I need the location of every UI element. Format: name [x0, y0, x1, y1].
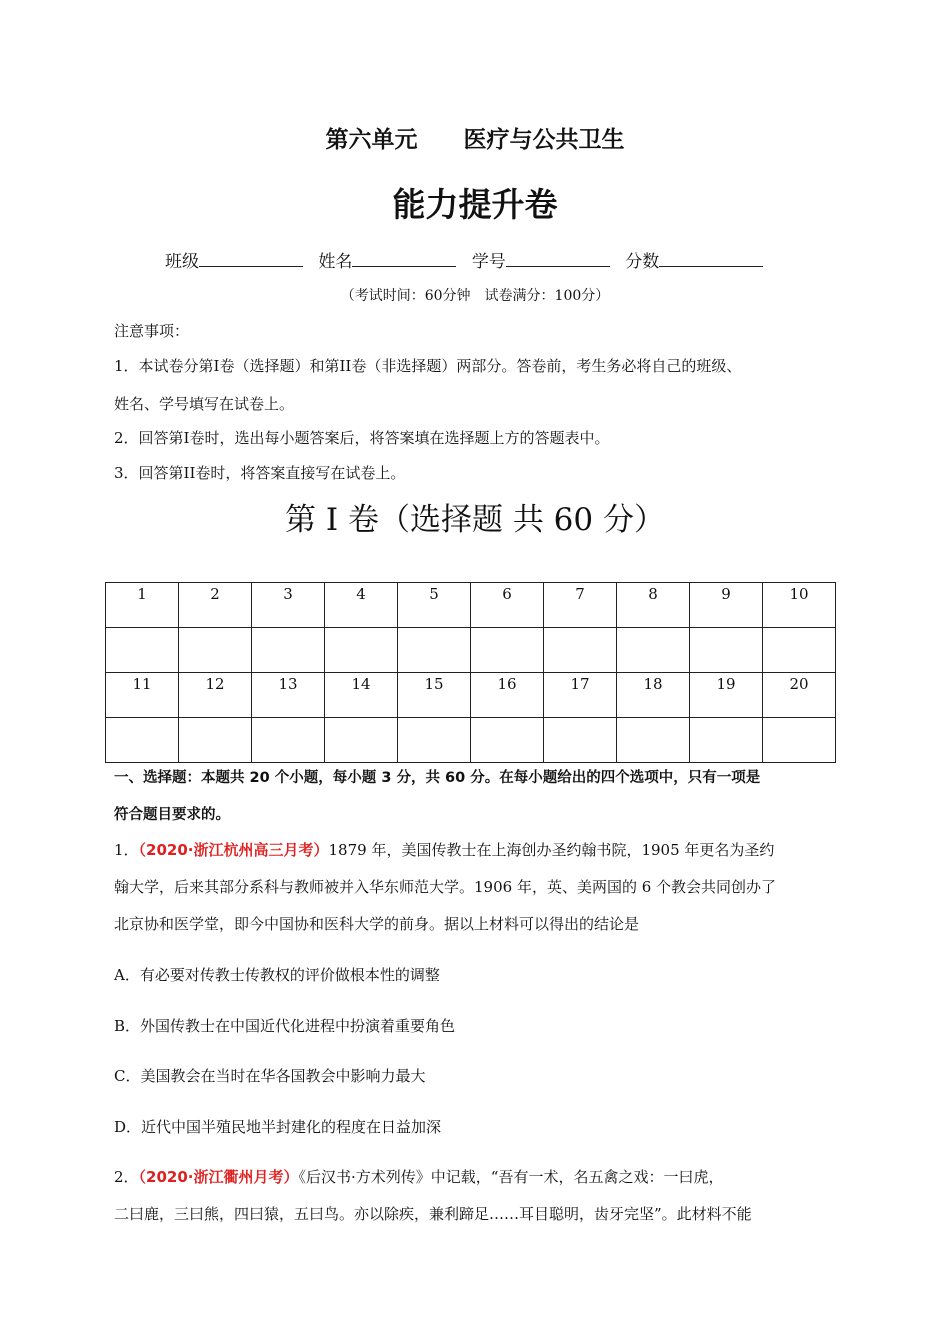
question-number: 1．: [114, 841, 139, 859]
answer-cell[interactable]: [544, 718, 617, 763]
question-number: 2．: [114, 1168, 139, 1186]
note-line: 3．回答第II卷时，将答案直接写在试卷上。: [114, 464, 406, 482]
question-text: 二曰鹿，三曰熊，四曰猿，五曰鸟。亦以除疾，兼利蹄足……耳目聪明，齿牙完坚”。此材料不能: [114, 1205, 752, 1223]
exam-info: （考试时间：60分钟 试卷满分：100分）: [340, 288, 610, 304]
question-number-cell: 5: [398, 583, 471, 628]
answer-cell[interactable]: [690, 628, 763, 673]
question-number-cell: 13: [252, 673, 325, 718]
note-line: 1．本试卷分第I卷（选择题）和第II卷（非选择题）两部分。答卷前，考生务必将自己的班级、: [114, 357, 742, 375]
answer-cell[interactable]: [325, 718, 398, 763]
answer-cell[interactable]: [179, 628, 252, 673]
answer-cell[interactable]: [617, 718, 690, 763]
class-label: 班级: [165, 252, 199, 272]
question-number-cell: 12: [179, 673, 252, 718]
answer-cell[interactable]: [763, 628, 836, 673]
question-2: [114, 1166, 723, 1188]
question-number-cell: 7: [544, 583, 617, 628]
student-info-fields: [165, 250, 773, 273]
option-d: D．近代中国半殖民地半封建化的程度在日益加深: [114, 1118, 442, 1136]
answer-cell[interactable]: [106, 718, 179, 763]
student-id-field[interactable]: [506, 250, 610, 267]
answer-cell[interactable]: [179, 718, 252, 763]
answer-cell[interactable]: [544, 628, 617, 673]
answer-cell[interactable]: [106, 628, 179, 673]
question-number-cell: 4: [325, 583, 398, 628]
option-b: B．外国传教士在中国近代化进程中扮演着重要角色: [114, 1017, 456, 1035]
option-a: A．有必要对传教士传教权的评价做根本性的调整: [114, 966, 440, 984]
notes-heading: 注意事项：: [114, 322, 190, 340]
question-number-cell: 20: [763, 673, 836, 718]
class-field[interactable]: [199, 250, 303, 267]
table-row: [106, 583, 836, 628]
question-number-cell: 18: [617, 673, 690, 718]
question-number-cell: 6: [471, 583, 544, 628]
note-line: 姓名、学号填写在试卷上。: [114, 395, 295, 413]
question-text: 北京协和医学堂，即今中国协和医科大学的前身。据以上材料可以得出的结论是: [114, 915, 640, 933]
question-source: （2020·浙江杭州高三月考）: [138, 841, 329, 859]
answer-cell[interactable]: [471, 628, 544, 673]
question-number-cell: 17: [544, 673, 617, 718]
answer-cell[interactable]: [252, 628, 325, 673]
question-number-cell: 2: [179, 583, 252, 628]
answer-cell[interactable]: [398, 718, 471, 763]
table-row: [106, 628, 836, 673]
option-c: C．美国教会在当时在华各国教会中影响力最大: [114, 1067, 426, 1085]
question-number-cell: 15: [398, 673, 471, 718]
paper-title: 能力提升卷: [392, 185, 558, 224]
score-field[interactable]: [659, 250, 763, 267]
question-number-cell: 10: [763, 583, 836, 628]
question-number-cell: 1: [106, 583, 179, 628]
answer-cell[interactable]: [471, 718, 544, 763]
note-line: 2．回答第I卷时，选出每小题答案后，将答案填在选择题上方的答题表中。: [114, 429, 610, 447]
question-text: 翰大学，后来其部分系科与教师被并入华东师范大学。1906 年，英、美两国的 6 个教会共同创办了: [114, 878, 777, 896]
question-number-cell: 14: [325, 673, 398, 718]
answer-table: [105, 582, 836, 763]
part-heading: 一、选择题：本题共 20 个小题，每小题 3 分，共 60 分。在每小题给出的四个选项中，只有一项是: [114, 770, 761, 786]
name-field[interactable]: [352, 250, 456, 267]
answer-cell[interactable]: [763, 718, 836, 763]
question-1: [114, 839, 774, 861]
question-number-cell: 19: [690, 673, 763, 718]
name-label: 姓名: [318, 252, 353, 272]
question-number-cell: 9: [690, 583, 763, 628]
answer-cell[interactable]: [325, 628, 398, 673]
table-row: [106, 718, 836, 763]
answer-cell[interactable]: [252, 718, 325, 763]
part-heading: 符合题目要求的。: [114, 807, 230, 823]
question-number-cell: 16: [471, 673, 544, 718]
score-label: 分数: [625, 252, 660, 272]
unit-title: 第六单元 医疗与公共卫生: [325, 127, 625, 153]
answer-cell[interactable]: [690, 718, 763, 763]
question-text: 1879 年，美国传教士在上海创办圣约翰书院，1905 年更名为圣约: [328, 841, 775, 859]
question-source: （2020·浙江衢州月考）: [138, 1168, 299, 1186]
answer-cell[interactable]: [398, 628, 471, 673]
table-row: [106, 673, 836, 718]
student-id-label: 学号: [471, 252, 506, 272]
question-number-cell: 3: [252, 583, 325, 628]
question-number-cell: 11: [106, 673, 179, 718]
section-title: 第 I 卷（选择题 共 60 分）: [285, 502, 665, 538]
answer-cell[interactable]: [617, 628, 690, 673]
question-text: 《后汉书·方术列传》中记载，“吾有一术，名五禽之戏：一曰虎，: [298, 1168, 724, 1186]
question-number-cell: 8: [617, 583, 690, 628]
